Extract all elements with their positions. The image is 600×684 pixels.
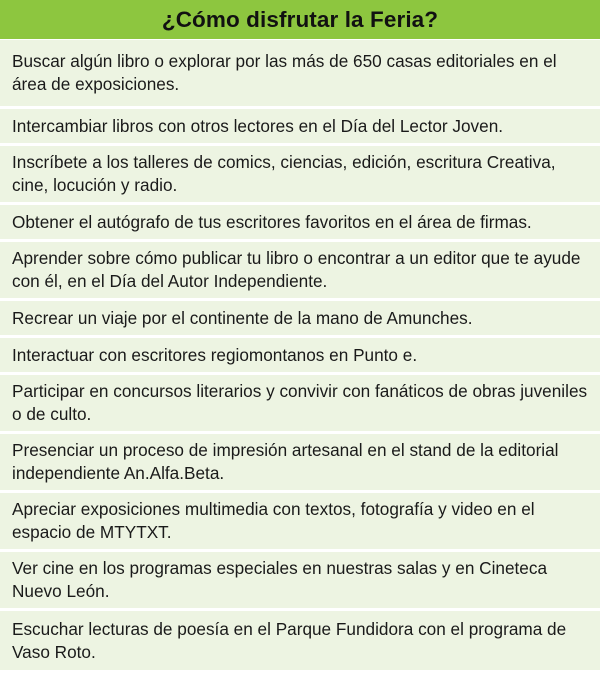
activity-list xyxy=(0,40,600,670)
list-item xyxy=(0,611,600,670)
list-item xyxy=(0,242,600,301)
list-item xyxy=(0,552,600,611)
list-item-text: Aprender sobre cómo publicar tu libro o encontrar a un editor que te ayude con él, en el Día del Autor Independiente. xyxy=(12,248,581,291)
page-title: ¿Cómo disfrutar la Feria? xyxy=(161,6,439,32)
list-item-text: Interactuar con escritores regiomontanos en Punto e. xyxy=(12,344,418,365)
list-item xyxy=(0,301,600,338)
list-item-text: Participar en concursos literarios y convivir con fanáticos de obras juveniles o de culto. xyxy=(12,381,588,424)
list-item-text: Inscríbete a los talleres de comics, ciencias, edición, escritura Creativa, cine, locución y radio. xyxy=(12,152,556,195)
list-item xyxy=(0,40,600,109)
list-item-text: Obtener el autógrafo de tus escritores favoritos en el área de firmas. xyxy=(12,211,532,232)
list-item xyxy=(0,109,600,146)
list-item-text: Escuchar lecturas de poesía en el Parque Fundidora con el programa de Vaso Roto. xyxy=(12,618,567,662)
list-item-text: Presenciar un proceso de impresión artesanal en el stand de la editorial independiente An.Alfa.Beta. xyxy=(12,440,559,483)
list-item xyxy=(0,146,600,205)
list-item-text: Buscar algún libro o explorar por las más de 650 casas editoriales en el área de exposiciones. xyxy=(12,51,557,94)
list-item xyxy=(0,338,600,375)
list-item-text: Ver cine en los programas especiales en nuestras salas y en Cineteca Nuevo León. xyxy=(12,558,548,601)
list-item-text: Apreciar exposiciones multimedia con textos, fotografía y video en el espacio de MTYTXT. xyxy=(12,499,535,542)
list-item xyxy=(0,205,600,242)
list-item-text: Recrear un viaje por el continente de la mano de Amunches. xyxy=(12,307,473,328)
list-item xyxy=(0,434,600,493)
list-item-text: Intercambiar libros con otros lectores en el Día del Lector Joven. xyxy=(12,115,504,136)
list-item xyxy=(0,375,600,434)
list-item xyxy=(0,493,600,552)
header-bar xyxy=(0,0,600,40)
